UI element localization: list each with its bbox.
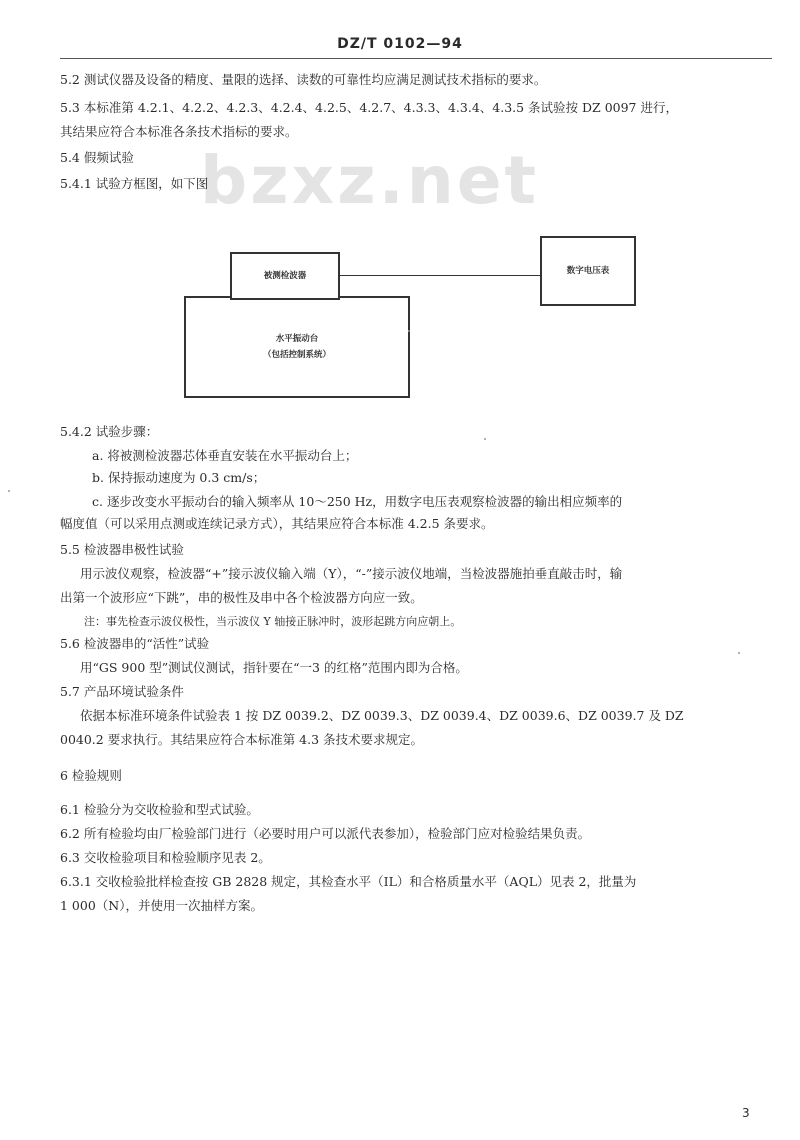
clause-5-2: 5.2 测试仪器及设备的精度、量限的选择、读数的可靠性均应满足测试技术指标的要求。: [60, 72, 547, 87]
clause-6-1: 6.1 检验分为交收检验和型式试验。: [60, 802, 259, 817]
clause-5-4-2: 5.4.2 试验步骤：: [60, 424, 159, 439]
scan-speck: [738, 652, 740, 654]
voltmeter-box: [540, 236, 636, 306]
scan-speck: [8, 490, 10, 492]
voltmeter-label: 数字电压表: [566, 266, 610, 276]
step-c-cont: 幅度值（可以采用点测或连续记录方式），其结果应符合本标准 4.2.5 条要求。: [60, 516, 494, 531]
clause-5-3: 5.3 本标准第 4.2.1、4.2.2、4.2.3、4.2.4、4.2.5、4.2.7、4.3.3、4.3.4、4.3.5 条试验按 DZ 0097 进行，: [60, 100, 678, 115]
chapter-6-heading: 6 检验规则: [60, 768, 122, 783]
clause-6-2: 6.2 所有检验均由厂检验部门进行（必要时用户可以派代表参加），检验部门应对检验结果负责。: [60, 826, 591, 841]
clause-6-3: 6.3 交收检验项目和检验顺序见表 2。: [60, 850, 271, 865]
section-5-4-heading: 5.4 假频试验: [60, 150, 134, 165]
shaker-table-box: [184, 296, 410, 398]
connection-wire: [340, 275, 542, 276]
section-5-6-heading: 5.6 检波器串的“活性”试验: [60, 636, 210, 651]
page-number: 3: [742, 1106, 750, 1120]
standard-code-header: DZ/T 0102—94: [337, 36, 463, 52]
clause-5-5-cont: 出第一个波形应“下跳”，串的极性及串中各个检波器方向应一致。: [60, 590, 423, 605]
step-a: a. 将被测检波器芯体垂直安装在水平振动台上；: [92, 448, 358, 463]
clause-5-5-text: 用示波仪观察，检波器“+”接示波仪输入端（Y），“-”接示波仪地端，当检波器施拍垂直敲击时，输: [80, 566, 623, 581]
watermark-text: bzxz.net: [200, 142, 540, 219]
clause-6-3-1-cont: 1 000（N），并使用一次抽样方案。: [60, 898, 263, 913]
clause-5-6-text: 用“GS 900 型”测试仪测试，指针要在“一3 的红格”范围内即为合格。: [80, 660, 468, 675]
clause-5-7-cont: 0040.2 要求执行。其结果应符合本标准第 4.3 条技术要求规定。: [60, 732, 424, 747]
clause-6-3-1: 6.3.1 交收检验批样检查按 GB 2828 规定，其检查水平（IL）和合格质量水平（AQL）见表 2，批量为: [60, 874, 637, 889]
scan-speck: [408, 330, 410, 332]
shaker-label-line2: （包括控制系统）: [262, 350, 331, 360]
step-b: b. 保持振动速度为 0.3 cm/s；: [92, 470, 266, 485]
clause-5-7-text: 依据本标准环境条件试验表 1 按 DZ 0039.2、DZ 0039.3、DZ 0039.4、DZ 0039.6、DZ 0039.7 及 DZ: [80, 708, 684, 723]
header-rule: [60, 58, 772, 59]
section-5-5-heading: 5.5 检波器串极性试验: [60, 542, 184, 557]
detector-box: [230, 252, 340, 300]
polarity-note: 注：事先检查示波仪极性，当示波仪 Y 轴接正脉冲时，波形起跳方向应朝上。: [84, 615, 462, 628]
shaker-label-line1: 水平振动台: [275, 334, 319, 344]
clause-5-3-cont: 其结果应符合本标准各条技术指标的要求。: [60, 124, 298, 139]
detector-label: 被测检波器: [263, 271, 307, 281]
scan-speck: [484, 438, 486, 440]
section-5-7-heading: 5.7 产品环境试验条件: [60, 684, 184, 699]
clause-5-4-1: 5.4.1 试验方框图，如下图: [60, 176, 209, 191]
step-c: c. 逐步改变水平振动台的输入频率从 10～250 Hz，用数字电压表观察检波器的输出相应频率的: [92, 494, 623, 509]
